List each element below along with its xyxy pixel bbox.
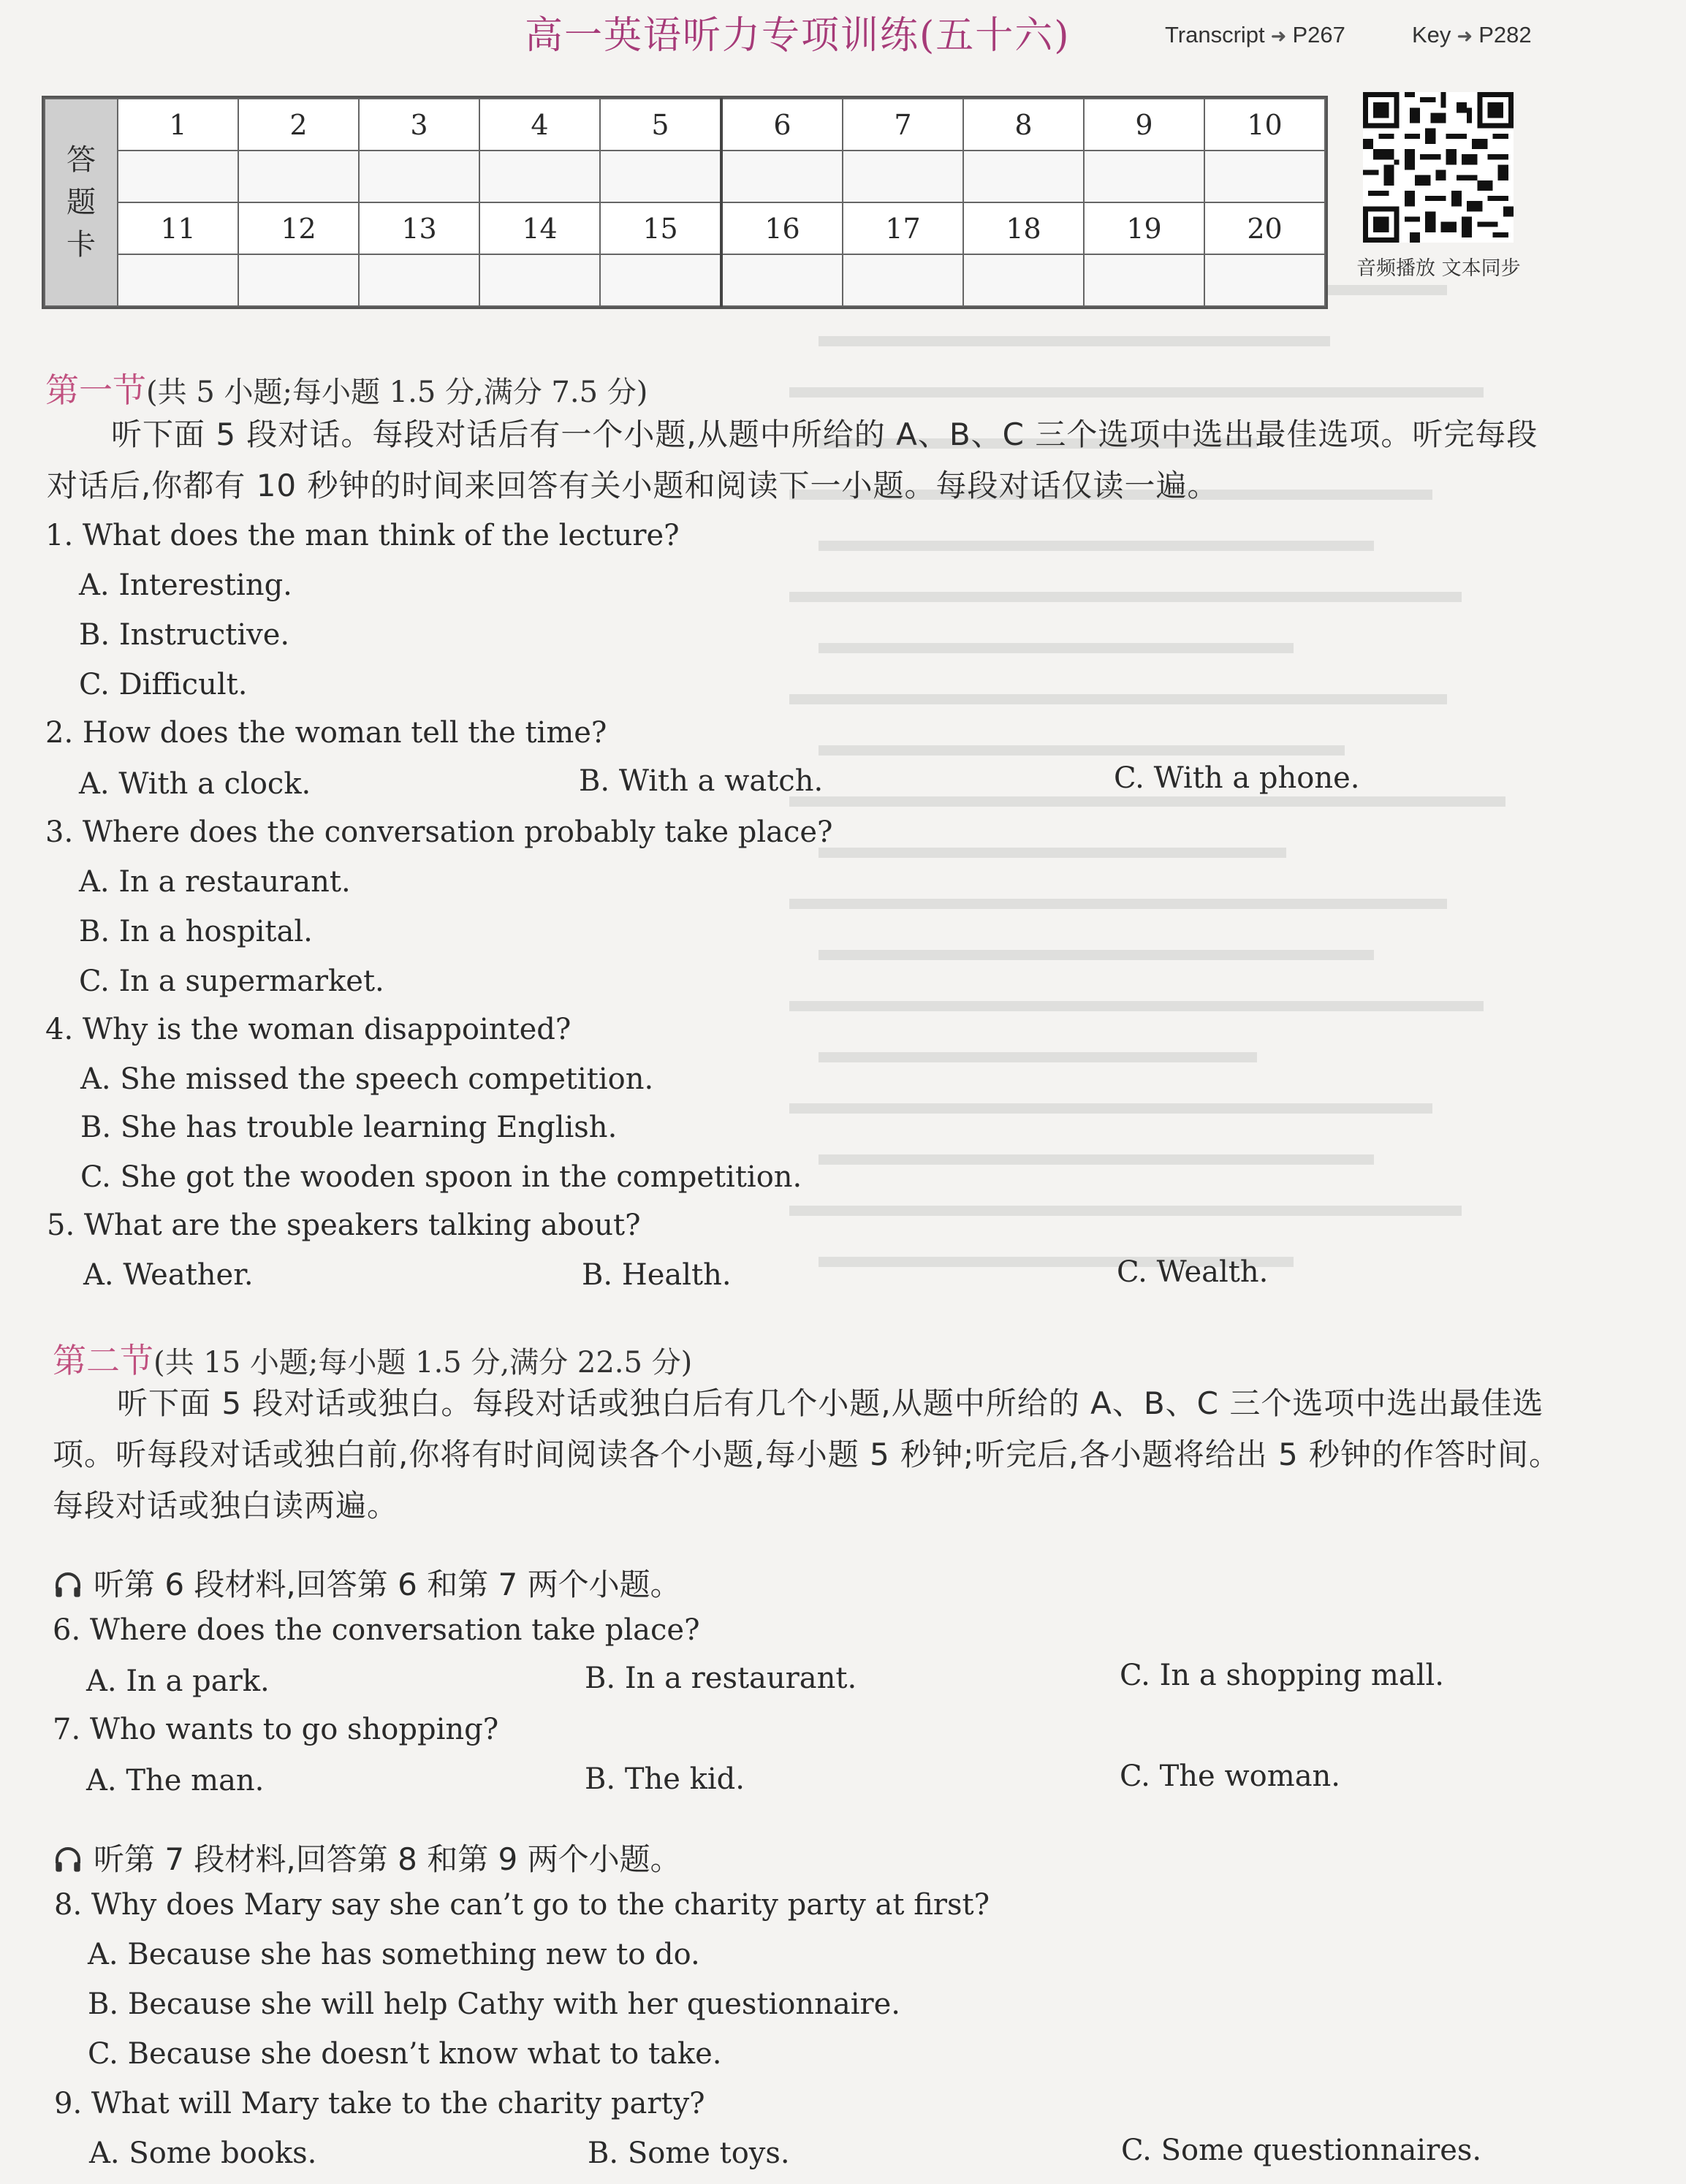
- option-b[interactable]: B. In a restaurant.: [585, 1662, 857, 1695]
- answer-cell[interactable]: [479, 151, 600, 202]
- option-a[interactable]: A. With a clock.: [79, 767, 311, 801]
- arrow-right-icon: ➜: [1270, 25, 1287, 47]
- option-b[interactable]: B. The kid.: [585, 1762, 745, 1796]
- option-b[interactable]: B. She has trouble learning English.: [80, 1111, 618, 1144]
- option-a[interactable]: A. In a restaurant.: [79, 865, 351, 899]
- question-text: 4. Why is the woman disappointed?: [45, 1013, 572, 1046]
- option-c[interactable]: C. The woman.: [1120, 1759, 1341, 1793]
- section1-rule: (共 5 小题;每小题 1.5 分,满分 7.5 分): [146, 376, 648, 409]
- question-text: 2. How does the woman tell the time?: [45, 716, 607, 750]
- option-b[interactable]: B. Because she will help Cathy with her questionnaire.: [88, 1987, 901, 2021]
- answer-cell[interactable]: [1204, 254, 1325, 306]
- option-c[interactable]: C. Because she doesn’t know what to take.: [88, 2037, 722, 2071]
- qr-code-icon[interactable]: [1361, 92, 1516, 243]
- card-number: 1: [118, 99, 238, 151]
- answer-card: [42, 96, 1328, 309]
- question-text: 5. What are the speakers talking about?: [47, 1209, 641, 1242]
- option-a[interactable]: A. The man.: [86, 1764, 265, 1797]
- card-number: 10: [1204, 99, 1325, 151]
- option-a[interactable]: A. Interesting.: [79, 568, 292, 602]
- card-number: 14: [479, 202, 600, 254]
- page-title: 高一英语听力专项训练(五十六): [525, 14, 1071, 58]
- headphones-icon: [53, 1845, 83, 1874]
- headphones-icon: [53, 1570, 83, 1599]
- answer-cell[interactable]: [359, 151, 479, 202]
- answer-cell[interactable]: [600, 151, 721, 202]
- card-number: 16: [721, 202, 843, 254]
- section2-title: 第二节: [53, 1341, 153, 1380]
- answer-cell[interactable]: [238, 254, 359, 306]
- option-c[interactable]: C. Wealth.: [1117, 1255, 1269, 1289]
- card-number: 18: [963, 202, 1084, 254]
- card-number: 11: [118, 202, 238, 254]
- answer-cell[interactable]: [963, 151, 1084, 202]
- section1-instructions: 听下面 5 段对话。每段对话后有一个小题,从题中所给的 A、B、C 三个选项中选出最佳选项。听完每段对话后,你都有 10 秒钟的时间来回答有关小题和阅读下一小题。每段对话仅读一遍。: [47, 416, 1538, 503]
- answer-cell[interactable]: [600, 254, 721, 306]
- section2-rule: (共 15 小题;每小题 1.5 分,满分 22.5 分): [153, 1346, 693, 1380]
- question-text: 7. Who wants to go shopping?: [53, 1713, 499, 1746]
- card-number: 12: [238, 202, 359, 254]
- section2-heading: [53, 1334, 692, 1382]
- key-link[interactable]: [1412, 22, 1532, 48]
- question-text: 1. What does the man think of the lecture?: [45, 519, 680, 552]
- answer-cell[interactable]: [1204, 151, 1325, 202]
- option-b[interactable]: B. Instructive.: [79, 618, 290, 652]
- option-b[interactable]: B. With a watch.: [579, 764, 824, 798]
- option-a[interactable]: A. Because she has something new to do.: [88, 1938, 700, 1971]
- option-a[interactable]: A. Weather.: [83, 1258, 254, 1292]
- key-page: P282: [1478, 22, 1532, 47]
- option-c[interactable]: C. With a phone.: [1114, 761, 1360, 795]
- option-b[interactable]: B. Health.: [582, 1258, 732, 1292]
- question-text: 3. Where does the conversation probably take place?: [45, 815, 833, 849]
- answer-cell[interactable]: [721, 254, 843, 306]
- card-number: 4: [479, 99, 600, 151]
- option-c[interactable]: C. Some questionnaires.: [1121, 2134, 1482, 2167]
- question-text: 9. What will Mary take to the charity party?: [54, 2087, 705, 2120]
- card-number: 9: [1084, 99, 1204, 151]
- option-b[interactable]: B. Some toys.: [588, 2137, 790, 2170]
- answer-cell[interactable]: [118, 151, 238, 202]
- card-number: 6: [721, 99, 843, 151]
- card-number: 15: [600, 202, 721, 254]
- option-a[interactable]: A. Some books.: [89, 2137, 317, 2170]
- answer-cell[interactable]: [963, 254, 1084, 306]
- section1-title: 第一节: [45, 370, 146, 410]
- material-7-heading: 听第 7 段材料,回答第 8 和第 9 两个小题。: [53, 1835, 681, 1879]
- arrow-right-icon: ➜: [1457, 25, 1473, 47]
- answer-cell[interactable]: [238, 151, 359, 202]
- answer-cell[interactable]: [118, 254, 238, 306]
- card-number: 17: [843, 202, 963, 254]
- key-label: Key: [1412, 22, 1451, 47]
- answer-cell[interactable]: [479, 254, 600, 306]
- card-number: 13: [359, 202, 479, 254]
- question-text: 6. Where does the conversation take place?: [53, 1613, 700, 1647]
- section1-heading: [45, 364, 648, 412]
- option-a[interactable]: A. She missed the speech competition.: [80, 1062, 654, 1096]
- option-c[interactable]: C. She got the wooden spoon in the competition.: [80, 1160, 802, 1194]
- option-c[interactable]: C. In a shopping mall.: [1120, 1659, 1444, 1692]
- card-number: 5: [600, 99, 721, 151]
- card-number: 7: [843, 99, 963, 151]
- question-text: 8. Why does Mary say she can’t go to the charity party at first?: [54, 1888, 990, 1922]
- qr-caption: 音频播放 文本同步: [1356, 257, 1521, 280]
- option-b[interactable]: B. In a hospital.: [79, 915, 313, 948]
- option-c[interactable]: C. Difficult.: [79, 668, 248, 701]
- card-number: 20: [1204, 202, 1325, 254]
- answer-cell[interactable]: [721, 151, 843, 202]
- answer-card-label: 答 题 卡: [45, 99, 118, 306]
- answer-cell[interactable]: [843, 254, 963, 306]
- section2-instructions: 听下面 5 段对话或独白。每段对话或独白后有几个小题,从题中所给的 A、B、C 三个选项中选出最佳选项。听每段对话或独白前,你将有时间阅读各个小题,每小题 5 秒钟;听完后,各小题将给出 5 秒钟的作答时间。每段对话或独白读两遍。: [53, 1385, 1561, 1523]
- transcript-label: Transcript: [1165, 22, 1265, 47]
- answer-cell[interactable]: [1084, 151, 1204, 202]
- option-c[interactable]: C. In a supermarket.: [79, 964, 384, 998]
- card-number: 2: [238, 99, 359, 151]
- transcript-link[interactable]: [1165, 22, 1345, 48]
- transcript-page: P267: [1292, 22, 1345, 47]
- answer-cell[interactable]: [843, 151, 963, 202]
- answer-cell[interactable]: [1084, 254, 1204, 306]
- card-number: 3: [359, 99, 479, 151]
- answer-cell[interactable]: [359, 254, 479, 306]
- material-6-heading: 听第 6 段材料,回答第 6 和第 7 两个小题。: [53, 1561, 681, 1605]
- card-number: 8: [963, 99, 1084, 151]
- card-number: 19: [1084, 202, 1204, 254]
- option-a[interactable]: A. In a park.: [86, 1664, 270, 1698]
